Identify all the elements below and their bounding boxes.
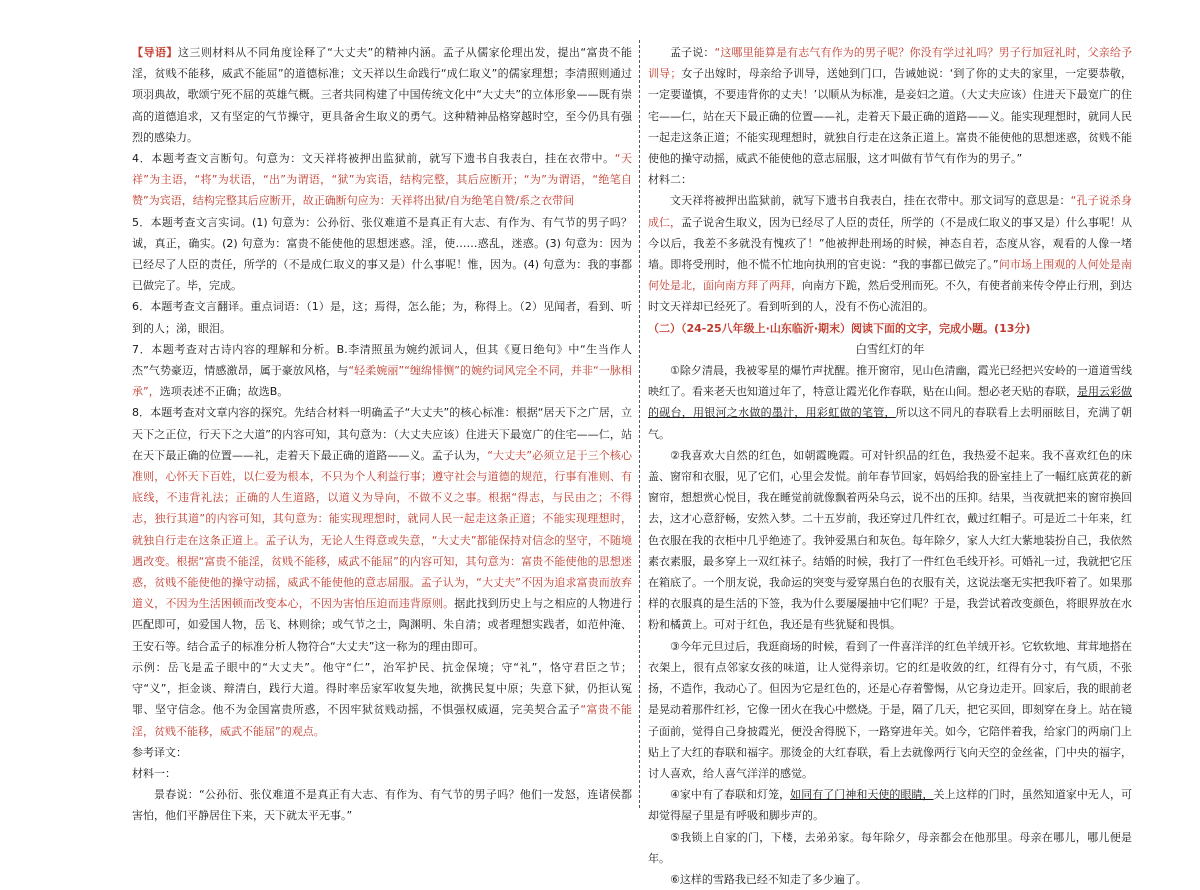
answer-4-text: 4．本题考查文言断句。句意为：文天祥将被押出监狱前，就写下遗书自我表白，挂在衣带中。: [132, 152, 615, 166]
essay-4-underlined: 如同有了门神和天使的眼睛，: [790, 788, 934, 802]
answer-8-part-e: 据此找到历史上与之相应的人物进行匹配即可，如爱国人物，岳飞、林则徐；或气节之士，陶渊明、朱自清；或者理想实践者，如范仲淹、王安石等。结合孟子的标准分析人物符合“大丈夫”这一称为的理由即可。: [132, 597, 633, 653]
mengzi-text: 女子出嫁时，母亲给予训导，送她到门口，告诫她说：‘到了你的丈夫的家里，一定要恭敬，一定要谨慎，不要违背你的丈夫！’以顺从为标准，是妾妇之道。（大丈夫应该）住进天下最宽广的住宅——仁，站在天下最正确的位置——礼，走着天下最正确的道路——义。能实现理想时，就同人民一起走这条正道；不能实现理想时，就独自行走在这条正道上。富贵不能使他的思想迷惑，贫贱不能使他的操守动摇，威武不能使他的意志屈服，这才叫做有节气有作为的男子。”: [648, 67, 1133, 166]
example-red: “富贵不能淫，贫贱不能移，威武不能屈”的观点。: [132, 703, 633, 738]
material-2-title: 材料二：: [648, 173, 692, 187]
essay-1-b: 所以这不同凡的春联看上去明丽眩目，充满了朝气。: [648, 406, 1133, 441]
example: [132, 657, 632, 742]
material-2-c: 孟子说舍生取义，因为已经尽了人臣的责任，所学的（不是成仁取义的事又是）什么事呢！从今以后，我差不多就没有愧疚了！”他被押赴刑场的时候，神态自若，态度从容，观看的人像一堵墙。即将受刑时，他不慌不忙地向执刑的官吏说：“我的事都已做完了。”: [648, 215, 1132, 272]
left-column: [132, 42, 632, 827]
essay-4-a: ④家中有了春联和灯笼，: [670, 788, 791, 802]
answer-7: [132, 339, 632, 403]
example-text: 示例：岳飞是孟子眼中的“大丈夫”。他守“仁”，治军护民、抗金保境；守“礼”，恪守君臣之节；守“义”，拒金谈、辩清白，践行大道。得时率岳家军收复失地，欲携民复中原；失意下狱，仍拒认冤罪、坚守信念。他不为金国富贵所惑，不因牢狱贫贱动摇，不惧强权威逼，完美契合孟子: [132, 660, 632, 717]
answer-8-part-a: 8．本题考查对文章内容的探究。先结合材料一明确孟子“大丈夫”的核心标准：根据“居天下之广居，立天下之正位，行天下之大道”的内容可知，其句意为：（大丈夫应该）住进天下最宽广的住宅——仁，站在天下最正确的位置——礼，走着天下最正确的道路——义。孟子认为，: [132, 406, 632, 462]
essay-4-b: 关上这样的门时，虽然知道家中无人，可却觉得屋子里是有呼吸和脚步声的。: [648, 788, 1132, 823]
answer-8-part-b: “大丈夫”必须立足于三个核心准则，心怀天下百姓，以仁爱为根本，不只为个人利益行事；遵守社会与道德的规范，行事有准则、有底线，不违背礼法；正确的人生道路，以道义为导向，不做不义之事。根据“得志，与民由之；不得志，独行其道”的内容可知，其句意为：能实现理想时，就同人民一起走这条正道；不能实现理想时，就独自行走在这条正道上。孟子认为，无论人生得意或失意，: [132, 448, 632, 547]
essay-paragraph-6: ⑥这样的雪路我已经不知走了多少遍了。: [670, 872, 867, 886]
material-2-text: [648, 190, 1132, 317]
section-heading: （二）（24-25八年级上·山东临沂·期末）阅读下面的文字，完成小题。(13分): [648, 321, 1031, 335]
mengzi-red: “这哪里能算是有志气有作为的男子呢？你没有学过礼吗？男子行加冠礼时，父亲给予训导；: [648, 46, 1133, 81]
essay-paragraph-1: [648, 360, 1132, 445]
guide-text: 这三则材料从不同角度诠释了“大丈夫”的精神内涵。孟子从儒家伦理出发，提出“富贵不能淫，贫贱不能移，威武不能屈”的道德标准；文天祥以生命践行“成仁取义”的儒家理想；李清照则通过项羽典故，歌颂宁死不屈的英雄气概。三者共同构建了中国传统文化中“大丈夫”的立体形象——既有崇高的道德追求，又有坚定的气节操守，更具备舍生取义的勇气。这种精神品格穿越时空，至今仍具有强烈的感染力。: [132, 46, 633, 144]
material-2-a: 文天祥将被押出监狱前，就写下遗书自我表白，挂在衣带中。那文词写的意思是：: [670, 194, 1071, 208]
essay-paragraph-4: [648, 784, 1132, 826]
answer-8-part-c: “大丈夫”都能保持对信念的坚守，不随境遇改变。根据“富贵不能淫，贫贱不能移，威武不能屈”的内容可知，其句意为：富贵不能使他的思想迷惑，贫贱不能使他的操守动摇，威武不能使他的意志屈服。孟子认为，: [132, 533, 632, 590]
guide-tag: 【导语】: [132, 46, 178, 59]
material-1-text: 景春说：“公孙衍、张仪难道不是真正有大志、有作为、有气节的男子吗？他们一发怒，连诸侯都害怕，他们平静居住下来，天下就太平无事。”: [132, 788, 632, 823]
essay-paragraph-5: ⑤我锁上自家的门，下楼，去弟弟家。每年除夕，母亲都会在他那里。母亲在哪儿，哪儿便是年。: [648, 830, 1132, 865]
answer-8: [132, 402, 632, 656]
material-2-red: “孔子说杀身成仁，: [648, 194, 1133, 229]
answer-6: 6．本题考查文言翻译。重点词语：（1）是，这；焉得，怎么能；为，称得上。（2）见闻者，看到、听到的人；涕，眼泪。: [132, 300, 632, 335]
answer-4: [132, 148, 632, 212]
essay-paragraph-3: ③今年元旦过后，我逛商场的时候，看到了一件喜洋洋的红色羊绒开衫。它软软地、茸茸地搭在衣架上，很有点邻家女孩的味道，让人觉得亲切。它的红是收敛的红，红得有分寸，有气质，不张扬，不造作，我动心了。但因为它是红色的，还是心存着警惕，从它身边走开。回家后，我的眼前老是晃动着那件红衫，它像一团火在我心中燃烧。于是，隔了几天，把它买回，即刻穿在身上。站在镜子面前，觉得自己身披霞光，便没舍得脱下，一路穿进年关。如今，它陪伴着我，给家门的两扇门上贴上了大红的春联和福字。那烫金的大红春联，看上去就像两行飞向天空的金丝雀，门中央的福字，讨人喜欢，给人喜气洋洋的感觉。: [648, 639, 1132, 780]
mengzi-speaker: 孟子说：: [670, 46, 715, 59]
answer-5: 5．本题考查文言实词。(1) 句意为：公孙衍、张仪难道不是真正有大志、有作为、有气节的男子吗？诚，真正，确实。(2) 句意为：富贵不能使他的思想迷惑。淫，使……惑乱，迷惑。(3) 句意为：因为已经尽了人臣的责任，所学的（不是成仁取义的事又是）什么事呢！惟，因为。(4) 句意为：我的事都已做完了。毕，完成。: [132, 215, 632, 293]
essay-title: 白雪红灯的年: [855, 341, 925, 356]
answer-4-red: “天祥”为主语，“将”为状语，“出”为谓语，“狱”为宾语，结构完整，其后应断开；“为”为谓语，“绝笔自赞”为宾语，结构完整其后应断开，故正确断句应为：天祥将出狱/自为绝笔自赞/系之衣带间: [132, 152, 633, 208]
column-divider: [639, 40, 640, 808]
material-2-d: 向南方下跪，然后受刑而死。不久，有使者前来传令停止行刑，到达时文天祥却已经死了。看到听到的人，没有不伤心流泪的。: [648, 279, 1132, 314]
answer-7-text: 7．本题考查对古诗内容的理解和分析。B.李清照虽为婉约派词人，但其《夏日绝句》中“生当作人杰”气势豪迈，情感激昂，属于豪放风格，与: [132, 342, 632, 378]
right-column: [648, 42, 1132, 890]
mengzi-paragraph: [648, 42, 1132, 169]
essay-1-a: ①除夕清晨，我被零星的爆竹声扰醒。推开窗帘，见山色清幽，霞光已经把兴安岭的一道道雪线映红了。看来老天也知道过年了，特意让霞光化作春联，贴在山间。想必老天贴的春联，: [648, 364, 1132, 399]
essay-paragraph-2: ②我喜欢大自然的红色，如朝霞晚霞。可对针织品的红色，我热爱不起来。我不喜欢红色的床盖、窗帘和衣服，见了它们，心里会发慌。前年春节回家，妈妈给我的卧室挂上了一幅红底黄花的新窗帘，想想赏心悦目，我在睡觉前就像飘着两朵乌云，说不出的压抑。结果，当夜就把来的窗帘换回去，这才心意舒畅，安然入梦。二十五岁前，我还穿过几件红衣，戴过红帽子。可是近二十年来，红色衣服在我的衣柜中几乎绝迹了。我钟爱黑白和灰色。每年除夕，家人大红大紫地装扮自己，我依然素衣素服，最多穿上一双红袜子。结婚的时候，我打了一件红色毛线开衫。可婚礼一过，我就把它压在箱底了。一个朋友说，我命运的突变与爱穿黑白色的衣服有关，这说法毫无实把我吓着了。如果那样的衣服真的是生活的下签，我为什么要屡屡抽中它们呢？于是，我尝试着改变颜色，将眼界放在水粉和橘黄上。可对于红色，我还是有些犹疑和畏惧。: [648, 448, 1132, 632]
answer-7-red: “轻柔婉丽”“缠绵悱恻”的婉约词风完全不同，并非“一脉相承”，: [132, 364, 632, 399]
answer-7-end: 选项表述不正确；故选B。: [159, 385, 289, 399]
answer-8-part-d: “大丈夫”不因为追求富贵而放弃道义，不因为生活困顿而改变本心，不因为害怕压迫而违背原则。: [132, 576, 632, 611]
guide-paragraph: [132, 42, 632, 148]
material-1-title: 材料一：: [132, 766, 176, 780]
reference-title: 参考译文：: [132, 745, 187, 759]
material-2-red-2: 问市场上围观的人何处是南何处是北，面向南方拜了两拜，: [648, 258, 1132, 293]
essay-1-underlined: 是用云彩做的砚台，用银河之水做的墨汁，用彩虹做的笔管，: [648, 385, 1132, 420]
